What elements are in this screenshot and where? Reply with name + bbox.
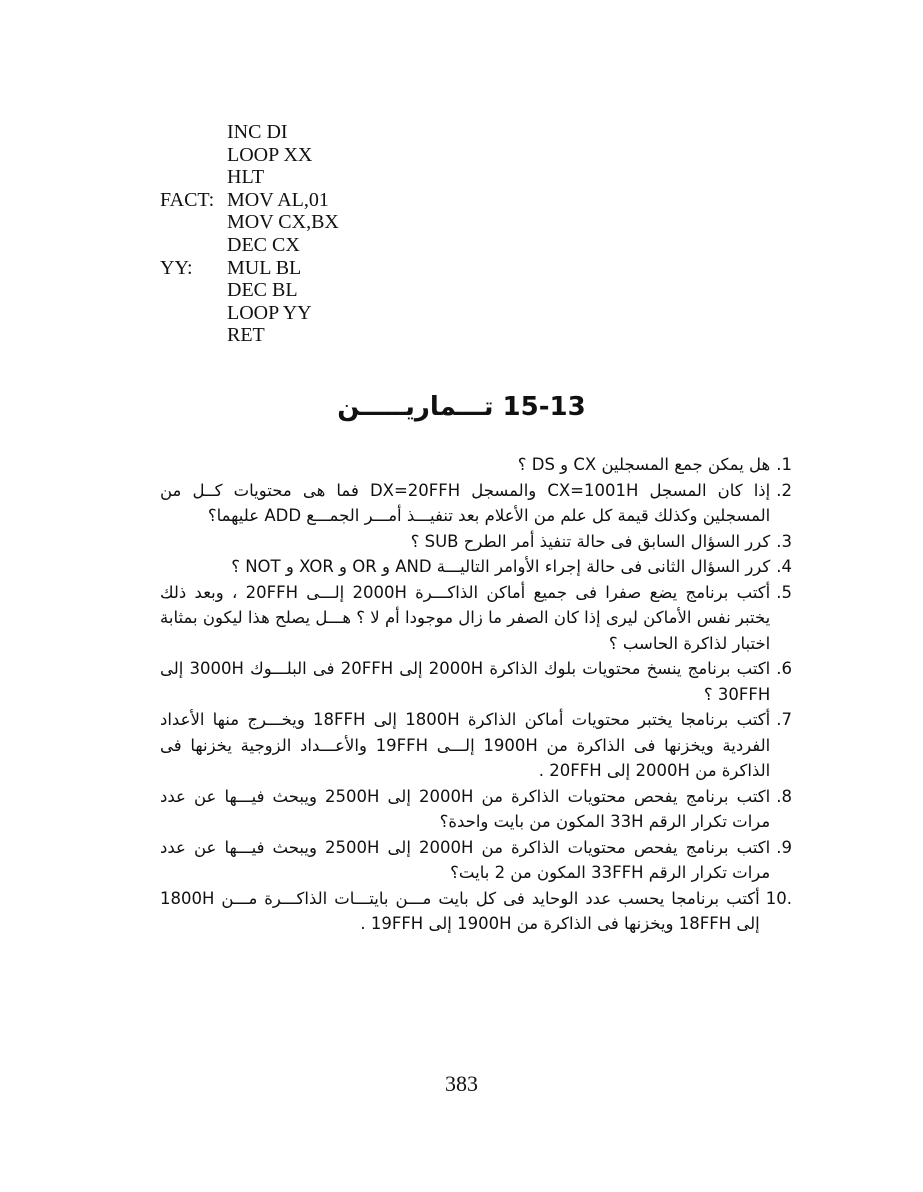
exercise-item bbox=[160, 656, 792, 707]
code-instruction: HLT bbox=[227, 166, 265, 189]
page-number: 383 bbox=[445, 1071, 478, 1096]
exercise-text: كرر السؤال الثانى فى حالة إجراء الأوامر التاليـــة AND و OR و XOR و NOT ؟ bbox=[231, 557, 771, 576]
exercise-item bbox=[160, 554, 792, 580]
exercise-item bbox=[160, 478, 792, 529]
exercise-number: .5 bbox=[776, 582, 792, 602]
exercise-item bbox=[160, 529, 792, 555]
code-label bbox=[160, 324, 227, 347]
code-line bbox=[160, 144, 339, 167]
exercise-item bbox=[160, 886, 792, 937]
code-instruction: LOOP XX bbox=[227, 143, 313, 166]
exercise-text: كرر السؤال السابق فى حالة تنفيذ أمر الطرح SUB ؟ bbox=[410, 531, 771, 551]
code-instruction: DEC BL bbox=[227, 279, 298, 302]
code-instruction: MOV CX,BX bbox=[227, 211, 339, 234]
code-instruction: LOOP YY bbox=[227, 301, 312, 324]
exercise-text: اكتب برنامج ينسخ محتويات بلوك الذاكرة 2000H إلى 20FFH فى البلـــوك 3000H إلى 30FFH ؟ bbox=[160, 659, 771, 704]
exercise-number: .3 bbox=[776, 531, 792, 551]
code-instruction: DEC CX bbox=[227, 233, 300, 256]
exercise-number: 10. bbox=[765, 888, 792, 908]
code-instruction: INC DI bbox=[227, 121, 288, 143]
code-label: YY: bbox=[160, 256, 193, 279]
code-instruction: MUL BL bbox=[227, 256, 302, 279]
code-line bbox=[160, 166, 339, 189]
code-line bbox=[160, 189, 339, 212]
exercise-text: هل يمكن جمع المسجلين CX و DS ؟ bbox=[517, 455, 771, 474]
exercise-text: إذا كان المسجل CX=1001H والمسجل DX=20FFH فما هى محتويات كــل من المسجلين وكذلك قيمة كل علم من الأعلام بعد تنفيـــذ أمـــر الجمـــع ADD عليهما؟ bbox=[160, 480, 771, 525]
exercise-text: اكتب برنامج يفحص محتويات الذاكرة من 2000H إلى 2500H ويبحث فيـــها عن عدد مرات تكرار الرقم 33FFH المكون من 2 بايت؟ bbox=[160, 837, 771, 882]
exercise-item bbox=[160, 580, 792, 657]
exercise-number: .1 bbox=[776, 455, 792, 474]
exercise-number: .6 bbox=[776, 659, 792, 678]
code-line bbox=[160, 121, 339, 144]
exercise-list bbox=[160, 452, 792, 937]
code-instruction: RET bbox=[227, 324, 265, 347]
code-label bbox=[160, 234, 227, 257]
exercise-text: أكتب برنامجا يحسب عدد الوحايد فى كل بايت مـــن بايتـــات الذاكـــرة مـــن 1800H إلى 18FFH ويخزنها فى الذاكرة من 1900H إلى 19FFH . bbox=[160, 888, 760, 933]
code-line bbox=[160, 211, 339, 234]
code-instruction: MOV AL,01 bbox=[227, 188, 329, 211]
exercise-text: أكتب برنامجا يختبر محتويات أماكن الذاكرة 1800H إلى 18FFH ويخـــرج منها الأعداد الفردية ويخزنها فى الذاكرة من 1900H إلـــى 19FFH والأعـــداد الزوجية يخزنها فى الذاكرة من 2000H إلى 20FFH . bbox=[160, 710, 771, 780]
code-line bbox=[160, 302, 339, 325]
section-title: 15-13 تـــماريـــــن bbox=[337, 392, 586, 422]
code-listing bbox=[160, 121, 339, 347]
exercise-item bbox=[160, 707, 792, 784]
code-label bbox=[160, 302, 227, 325]
code-label bbox=[160, 166, 227, 189]
code-label bbox=[160, 121, 227, 144]
exercise-item bbox=[160, 784, 792, 835]
code-label bbox=[160, 279, 227, 302]
code-label: FACT: bbox=[160, 188, 215, 211]
exercise-number: .7 bbox=[776, 710, 792, 729]
code-line bbox=[160, 234, 339, 257]
exercise-number: .4 bbox=[776, 557, 792, 576]
exercise-text: أكتب برنامج يضع صفرا فى جميع أماكن الذاكـــرة 2000H إلـــى 20FFH ، وبعد ذلك يختبر نفس الأماكن ليرى إذا كان الصفر ما زال موجودا أم لا ؟ هـــل يصلح هذا ليكون بمثابة اختبار لذاكرة الحاسب ؟ bbox=[160, 582, 771, 653]
exercise-text: اكتب برنامج يفحص محتويات الذاكرة من 2000H إلى 2500H ويبحث فيـــها عن عدد مرات تكرار الرقم 33H المكون من بايت واحدة؟ bbox=[160, 786, 771, 831]
code-line bbox=[160, 257, 339, 280]
code-line bbox=[160, 279, 339, 302]
exercise-number: .9 bbox=[776, 837, 792, 857]
exercise-item bbox=[160, 835, 792, 886]
exercise-number: .2 bbox=[776, 480, 792, 500]
code-line bbox=[160, 324, 339, 347]
exercise-number: .8 bbox=[776, 786, 792, 806]
code-label bbox=[160, 211, 227, 234]
exercise-item bbox=[160, 452, 792, 478]
code-label bbox=[160, 144, 227, 167]
